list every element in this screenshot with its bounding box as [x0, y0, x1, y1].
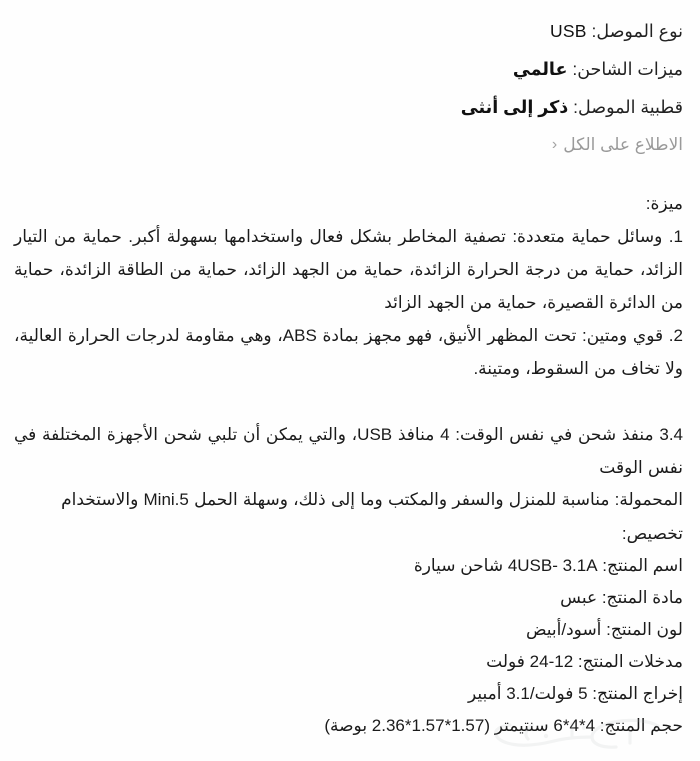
attribute-value: عالمي: [512, 59, 568, 79]
specifications-heading: تخصيص:: [621, 524, 683, 543]
chevron-left-icon: ‹: [551, 136, 558, 153]
attribute-label: ميزات الشاحن:: [572, 59, 683, 79]
specifications-section: [14, 518, 683, 742]
spec-line-product-color: لون المنتج: أسود/أبيض: [525, 620, 683, 639]
description-paragraph-4: المحمولة: مناسبة للمنزل والسفر والمكتب وما إلى ذلك، وسهلة الحمل 5.Mini والاستخدام: [61, 490, 683, 509]
description-section: [14, 187, 683, 516]
attribute-label: نوع الموصل:: [591, 21, 683, 41]
see-all-label: الاطلاع على الكل: [563, 135, 683, 154]
description-paragraph-3: 3.4 منفذ شحن في نفس الوقت: 4 منافذ USB، والتي يمكن أن تلبي شحن الأجهزة المختلفة في نفس الوقت: [14, 425, 683, 477]
spec-line-product-name: اسم المنتج: 4USB- 3.1A شاحن سيارة: [413, 556, 683, 575]
attribute-row-connector-polarity: [14, 88, 683, 126]
description-heading: ميزة:: [645, 194, 683, 213]
attribute-row-charger-features: [14, 50, 683, 88]
description-paragraph-1: 1. وسائل حماية متعددة: تصفية المخاطر بشكل فعال واستخدامها بسهولة أكبر. حماية من التيار الزائد، حماية من درجة الحرارة الزائدة، حماية من الجهد الزائد، حماية من الطاقة الزائدة، حماية من الدائرة القصيرة، حماية من الجهد الزائد: [14, 227, 683, 312]
attribute-row-connector-type: [14, 12, 683, 50]
attribute-label: قطبية الموصل:: [573, 97, 683, 117]
attribute-value: ذكر إلى أنثى: [460, 97, 569, 117]
spec-line-product-input: مدخلات المنتج: 12-24 فولت: [486, 652, 683, 671]
see-all-link[interactable]: [14, 126, 683, 165]
spec-line-product-size: حجم المنتج: 4*4*6 سنتيمتر (1.57*1.57*2.36 بوصة): [324, 716, 683, 735]
attribute-list: [14, 0, 683, 126]
description-paragraph-2: 2. قوي ومتين: تحت المظهر الأنيق، فهو مجهز بمادة ABS، وهي مقاومة لدرجات الحرارة العالية، ولا تخاف من السقوط، ومتينة.: [14, 326, 683, 378]
spec-line-product-material: مادة المنتج: عبس: [560, 588, 683, 607]
spec-line-product-output: إخراج المنتج: 5 فولت/3.1 أمبير: [468, 684, 683, 703]
attribute-value: USB: [549, 21, 587, 41]
paragraph-spacer: [14, 385, 683, 418]
